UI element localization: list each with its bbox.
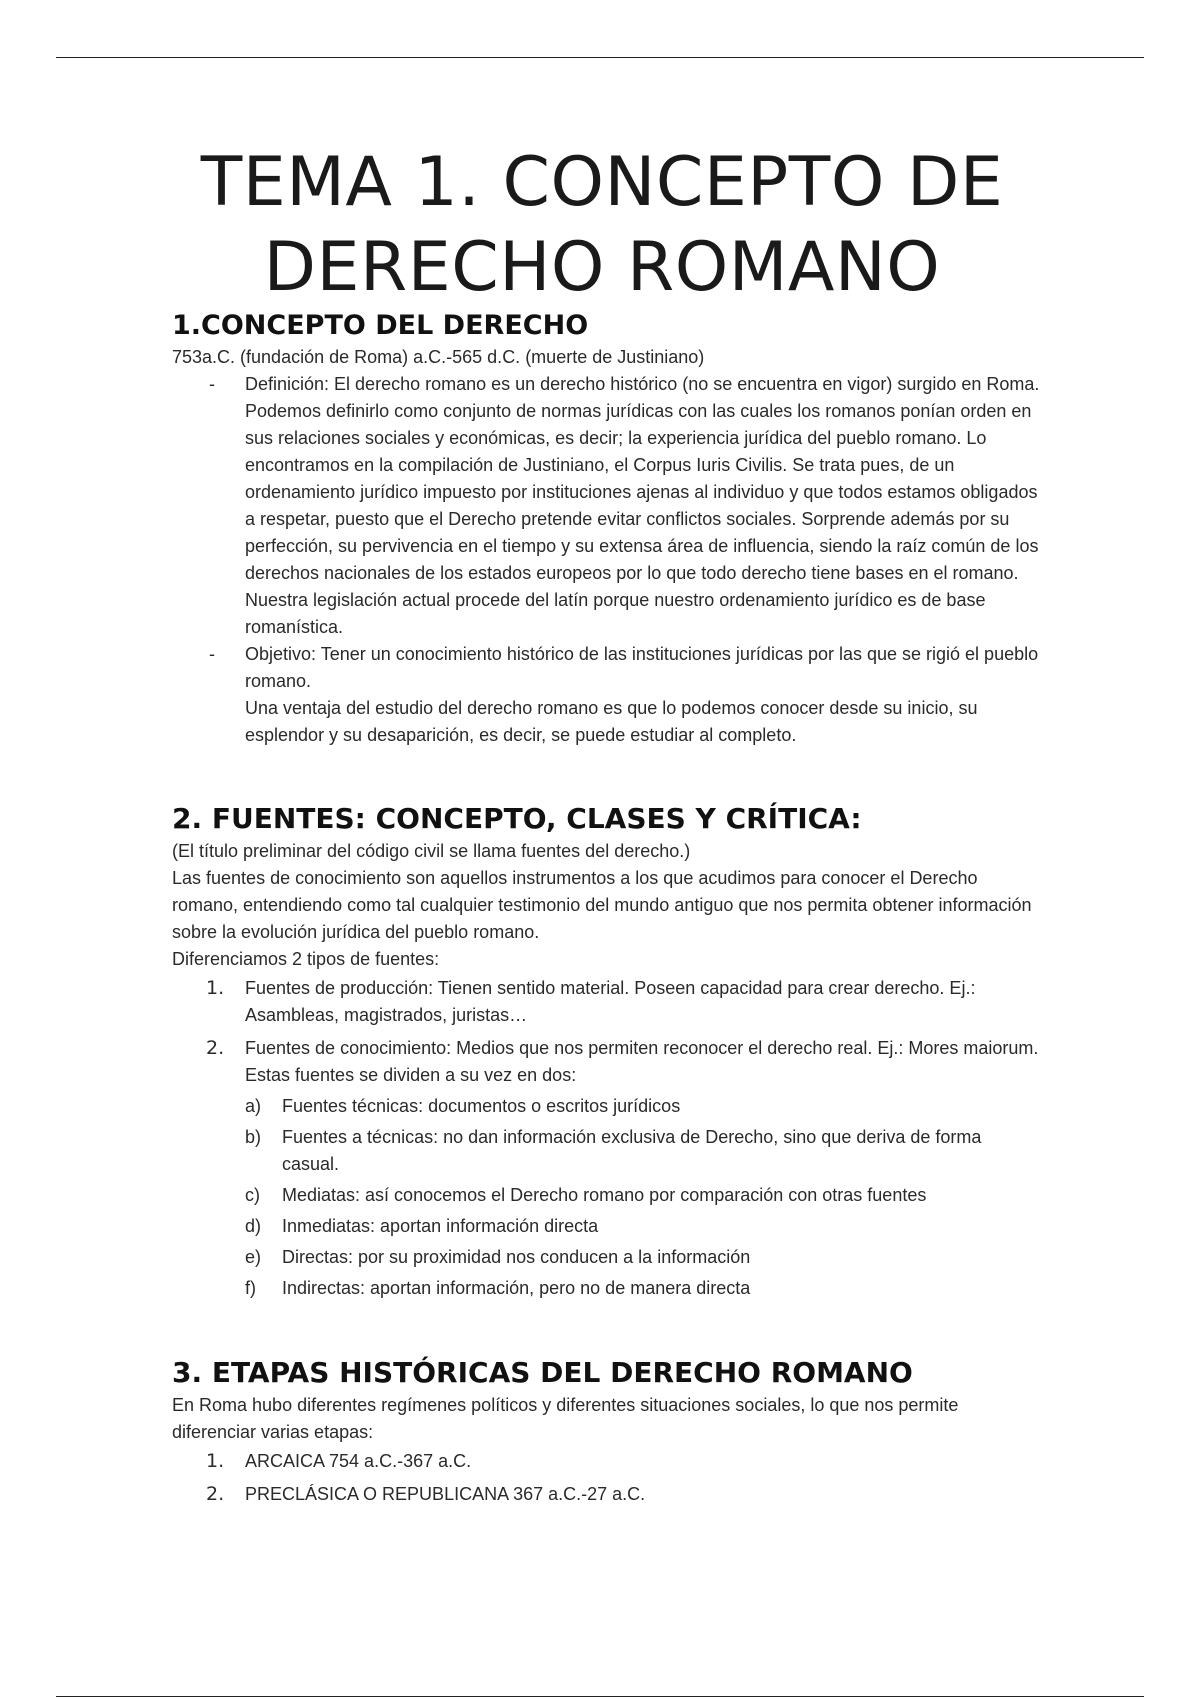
- sublist-text: Fuentes técnicas: documentos o escritos jurídicos: [282, 1096, 681, 1116]
- fuentes-produccion-text: Fuentes de producción: Tienen sentido material. Poseen capacidad para crear derecho. Ej.: Asambleas, magistrados, juristas…: [245, 978, 976, 1025]
- fuentes-types-list: [172, 975, 1042, 1302]
- section-2-note: (El título preliminar del código civil se llama fuentes del derecho.): [172, 841, 691, 861]
- objetivo-text: Objetivo: Tener un conocimiento histórico de las instituciones jurídicas por las que se rigió el pueblo romano.: [245, 644, 1039, 691]
- section-2-intro: Las fuentes de conocimiento son aquellos instrumentos a los que acudimos para conocer el Derecho romano, entendiendo como tal cualquier testimonio del mundo antiguo que nos permita obtener información sobre la evolución jurídica del pueblo romano.: [172, 868, 1032, 942]
- sublist-text: Inmediatas: aportan información directa: [282, 1216, 599, 1236]
- definicion-extra: Nuestra legislación actual procede del latín porque nuestro ordenamiento jurídico es de base romanística.: [245, 590, 986, 637]
- list-number: 2.: [206, 1483, 225, 1505]
- sublist-letter: f): [245, 1278, 256, 1298]
- section-1-heading: 1.CONCEPTO DEL DERECHO: [172, 310, 589, 341]
- list-item-fuentes-conocimiento: [172, 1035, 1042, 1302]
- objetivo-extra: Una ventaja del estudio del derecho romano es que lo podemos conocer desde su inicio, su esplendor y su desaparición, es decir, se puede estudiar al completo.: [245, 698, 978, 745]
- sublist-letter: a): [245, 1096, 262, 1116]
- sublist-item: [245, 1213, 1042, 1240]
- section-1-content: [172, 344, 1042, 749]
- list-item-etapa: [172, 1448, 1042, 1475]
- sublist-text: Fuentes a técnicas: no dan información exclusiva de Derecho, sino que deriva de forma casual.: [282, 1127, 982, 1174]
- etapa-text: PRECLÁSICA O REPUBLICANA 367 a.C.-27 a.C.: [245, 1484, 646, 1504]
- list-item-fuentes-produccion: [172, 975, 1042, 1029]
- section-2-heading: 2. FUENTES: CONCEPTO, CLASES Y CRÍTICA:: [172, 802, 862, 835]
- section-3-intro: En Roma hubo diferentes regímenes políticos y diferentes situaciones sociales, lo que nos permite diferenciar varias etapas:: [172, 1395, 959, 1442]
- sublist-letter: d): [245, 1216, 262, 1236]
- fuentes-conocimiento-sublist: [245, 1093, 1042, 1302]
- header-rule: [56, 57, 1144, 58]
- list-item-etapa: [172, 1481, 1042, 1508]
- definicion-text: Definición: El derecho romano es un derecho histórico (no se encuentra en vigor) surgido en Roma. Podemos definirlo como conjunto de normas jurídicas con las cuales los romanos ponían orden en sus relaciones sociales y económicas, es decir; la experiencia jurídica del pueblo romano. Lo encontramos en la compilación de Justiniano, el Corpus Iuris Civilis. Se trata pues, de un ordenamiento jurídico impuesto por instituciones ajenas al individuo y que todos estamos obligados a respetar, puesto que el Derecho pretende evitar conflictos sociales. Sorprende además por su perfección, su pervivencia en el tiempo y su extensa área de influencia, siendo la raíz común de los derechos nacionales de los estados europeos por lo que todo derecho tiene bases en el romano.: [245, 374, 1040, 583]
- sublist-item: [245, 1093, 1042, 1120]
- sublist-item: [245, 1244, 1042, 1271]
- list-item-definicion: [172, 371, 1042, 641]
- section-3-content: [172, 1392, 1042, 1508]
- list-item-objetivo: [172, 641, 1042, 749]
- sublist-item: [245, 1275, 1042, 1302]
- list-number: 2.: [206, 1037, 225, 1059]
- page-title: [162, 140, 1042, 310]
- sublist-text: Directas: por su proximidad nos conducen a la información: [282, 1247, 751, 1267]
- title-line-2: DERECHO ROMANO: [263, 228, 941, 307]
- sublist-letter: e): [245, 1247, 262, 1267]
- etapas-list: [172, 1448, 1042, 1508]
- section-3-heading: 3. ETAPAS HISTÓRICAS DEL DERECHO ROMANO: [172, 1356, 913, 1389]
- list-number: 1.: [206, 1450, 225, 1472]
- section-1-list: [172, 371, 1042, 749]
- sublist-item: [245, 1182, 1042, 1209]
- section-2-content: [172, 838, 1042, 1302]
- sublist-item: [245, 1124, 1042, 1178]
- list-number: 1.: [206, 977, 225, 999]
- sublist-letter: b): [245, 1127, 262, 1147]
- dash-bullet: -: [209, 644, 215, 664]
- dash-bullet: -: [209, 374, 215, 394]
- section-1-dates: 753a.C. (fundación de Roma) a.C.-565 d.C. (muerte de Justiniano): [172, 347, 705, 367]
- document-body: [172, 140, 1042, 1508]
- section-2-types-intro: Diferenciamos 2 tipos de fuentes:: [172, 949, 440, 969]
- title-line-1: TEMA 1. CONCEPTO DE: [200, 143, 1004, 222]
- sublist-text: Mediatas: así conocemos el Derecho romano por comparación con otras fuentes: [282, 1185, 927, 1205]
- sublist-text: Indirectas: aportan información, pero no de manera directa: [282, 1278, 751, 1298]
- footer-rule: [56, 1696, 1144, 1697]
- etapa-text: ARCAICA 754 a.C.-367 a.C.: [245, 1451, 472, 1471]
- sublist-letter: c): [245, 1185, 260, 1205]
- fuentes-conocimiento-text: Fuentes de conocimiento: Medios que nos permiten reconocer el derecho real. Ej.: Mores maiorum. Estas fuentes se dividen a su vez en dos:: [245, 1038, 1039, 1085]
